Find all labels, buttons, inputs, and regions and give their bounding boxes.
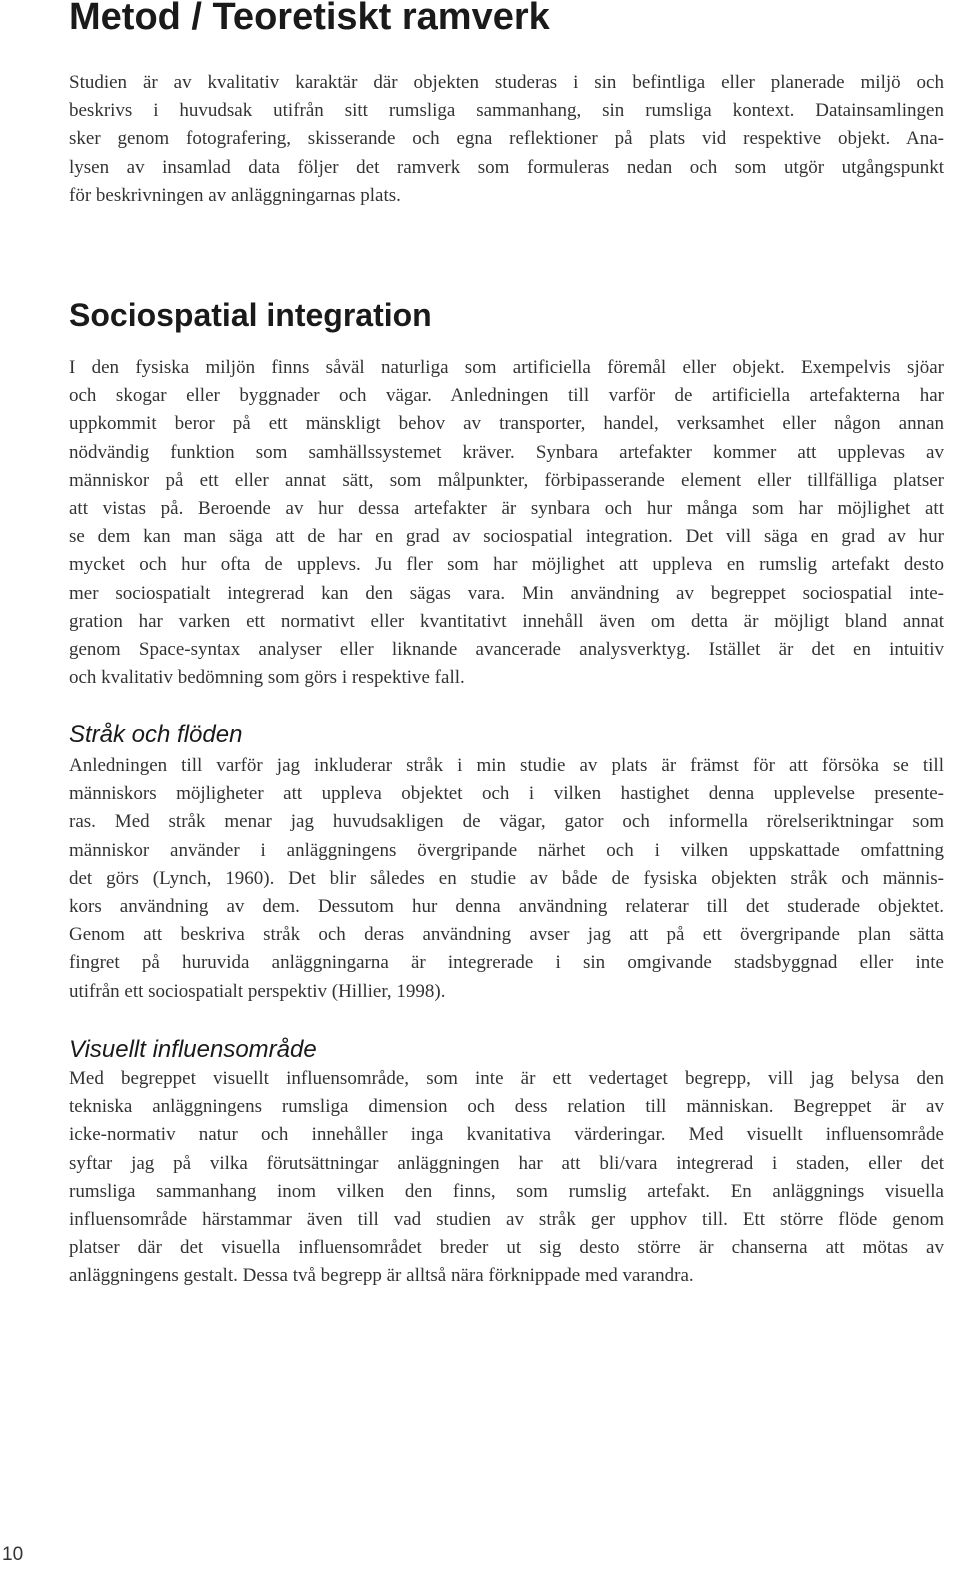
subsection-paragraph-strak [69, 752, 944, 1006]
strak-line-5: det görs (Lynch, 1960). Det blir således en studie av både de fysiska objekten stråk och männis- [69, 867, 944, 889]
section-title: Sociospatial integration [69, 297, 432, 333]
section-paragraph [69, 354, 944, 692]
visuellt-line-1: Med begreppet visuellt influensområde, som inte är ett vedertaget begrepp, vill jag belysa den [69, 1068, 944, 1089]
strak-line-6: kors användning av dem. Dessutom hur denna användning relaterar till det studerade objektet. [69, 895, 944, 917]
page-title: Metod / Teoretiskt ramverk [69, 0, 550, 38]
strak-line-9: utifrån ett sociospatialt perspektiv (Hillier, 1998). [69, 980, 446, 1002]
section-line-9: mer sociospatialt integrerad kan den sägas vara. Min användning av begreppet sociospatial inte- [69, 582, 944, 604]
section-line-12: och kvalitativ bedömning som görs i respektive fall. [69, 667, 465, 689]
strak-line-3: ras. Med stråk menar jag huvudsakligen de vägar, gator och informella rörelseriktningar som [69, 811, 944, 833]
intro-line-2: beskrivs i huvudsak utifrån sitt rumsliga sammanhang, sin rumsliga kontext. Datainsamlingen [69, 100, 944, 122]
section-line-7: se dem kan man säga att de har en grad av sociospatial integration. Det vill säga en grad av hur [69, 526, 944, 548]
intro-line-3: sker genom fotografering, skisserande och egna reflektioner på plats vid respektive objekt. Ana- [69, 128, 944, 150]
strak-line-8: fingret på huruvida anläggningarna är integrerade i sin omgivande stadsbyggnad eller inte [69, 952, 944, 974]
visuellt-line-8: anläggningens gestalt. Dessa två begrepp är alltså nära förknippade med varandra. [69, 1265, 694, 1287]
visuellt-line-3: icke-normativ natur och innehåller inga kvanitativa värderingar. Med visuellt influensområde [69, 1124, 944, 1146]
intro-line-4: lysen av insamlad data följer det ramverk som formuleras nedan och som utgör utgångspunkt [69, 156, 944, 178]
section-line-1: I den fysiska miljön finns såväl naturliga som artificiella föremål eller objekt. Exempelvis sjöar [69, 357, 944, 378]
section-line-6: att vistas på. Beroende av hur dessa artefakter är synbara och hur många som har möjlighet att [69, 497, 944, 519]
strak-line-1: Anledningen till varför jag inkluderar stråk i min studie av plats är främst för att försöka se till [69, 755, 944, 776]
page-number: 10 [2, 1544, 24, 1565]
section-line-5: människor på ett eller annat sätt, som målpunkter, förbipasserande element eller tillfälliga platser [69, 469, 944, 491]
intro-line-1: Studien är av kvalitativ karaktär där objekten studeras i sin befintliga eller planerade miljö och [69, 72, 944, 93]
section-line-11: genom Space-syntax analyser eller liknande avancerade analysverktyg. Istället är det en intuitiv [69, 638, 944, 660]
strak-line-2: människors möjligheter att uppleva objektet och i vilken hastighet denna upplevelse presente- [69, 783, 944, 805]
visuellt-line-7: platser där det visuella influensområdet breder ut sig desto större är chanserna att mötas av [69, 1237, 944, 1259]
visuellt-line-5: rumsliga sammanhang inom vilken den finns, som rumslig artefakt. En anläggnings visuella [69, 1180, 944, 1202]
section-line-4: nödvändig funktion som samhällssystemet kräver. Synbara artefakter kommer att upplevas av [69, 441, 944, 463]
intro-paragraph [69, 69, 944, 210]
strak-line-7: Genom att beskriva stråk och deras användning avser jag att på ett övergripande plan sätta [69, 924, 944, 946]
section-line-8: mycket och hur ofta de upplevs. Ju fler som har möjlighet att uppleva en rumslig artefakt desto [69, 554, 944, 576]
subsection-title-visuellt: Visuellt influensområde [69, 1036, 317, 1063]
section-line-3: uppkommit beror på ett mänskligt behov av transporter, handel, verksamhet eller någon annan [69, 413, 944, 435]
subsection-paragraph-visuellt [69, 1065, 944, 1291]
section-line-2: och skogar eller byggnader och vägar. Anledningen till varför de artificiella artefakterna har [69, 385, 944, 407]
visuellt-line-4: syftar jag på vilka förutsättningar anläggningen har att bli/vara integrerad i staden, eller det [69, 1152, 944, 1174]
visuellt-line-2: tekniska anläggningens rumsliga dimension och dess relation till människan. Begreppet är av [69, 1096, 944, 1118]
intro-line-5: för beskrivningen av anläggningarnas plats. [69, 184, 401, 206]
visuellt-line-6: influensområde härstammar även till vad studien av stråk ger upphov till. Ett större flöde genom [69, 1208, 944, 1230]
section-line-10: gration har varken ett normativt eller kvantitativt innehåll även om detta är möjligt bland annat [69, 610, 944, 632]
strak-line-4: människor använder i anläggningens övergripande närhet och i vilken uppskattade omfattning [69, 839, 944, 861]
subsection-title-strak: Stråk och flöden [69, 721, 243, 748]
